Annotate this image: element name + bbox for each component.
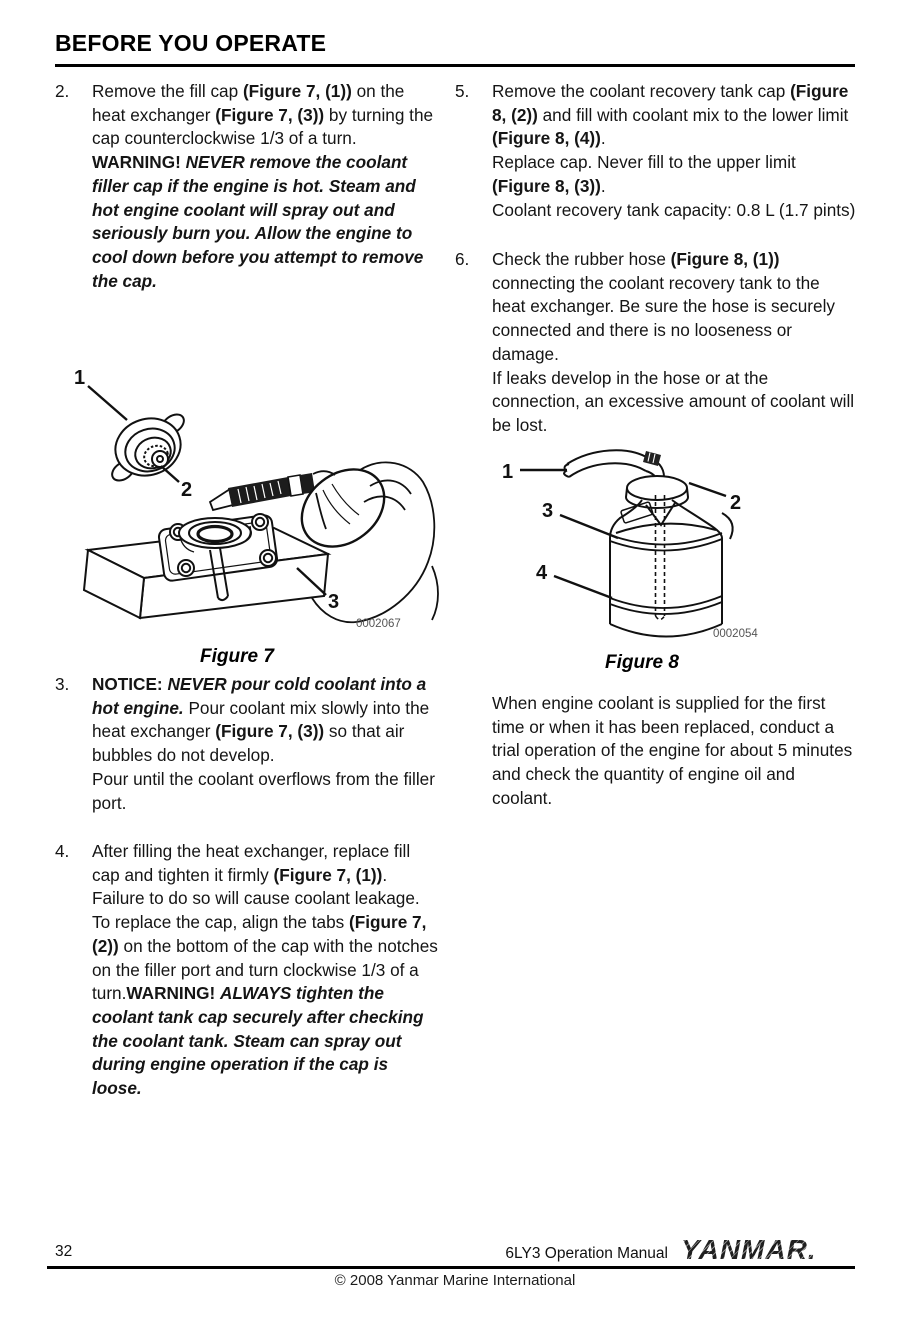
- callout-2-label: 2: [181, 479, 193, 501]
- recovery-tank-body: [610, 500, 733, 637]
- figure-8-caption: Figure 8: [605, 652, 679, 673]
- closing-paragraph: When engine coolant is supplied for the first time or when it has been replaced, conduct a trial operation of the engine for about 5 minutes and check the quantity of engine oil and coolant.: [492, 693, 853, 808]
- page-title: BEFORE YOU OPERATE: [55, 30, 855, 67]
- list-item-4: [55, 840, 440, 1101]
- callout-1-label: 1: [74, 367, 86, 389]
- lower-limit-mark: [610, 596, 722, 614]
- list-item-2: [55, 80, 440, 293]
- figure-8: [470, 443, 870, 648]
- figure-7-code: 0002067: [356, 618, 401, 630]
- callout-4: [536, 562, 612, 598]
- recovery-tank-cap: [626, 476, 688, 508]
- callout-1-label: 1: [502, 461, 514, 483]
- upper-limit-mark: [610, 533, 722, 551]
- item-text: Remove the coolant recovery tank cap (Figure 8, (2)) and fill with coolant mix to the lower limit (Figure 8, (4)). Replace cap. Never fill to the upper limit (Figure 8, (3)). Coolant recovery tank capacity: 0.8 L (1.7 pints): [492, 81, 856, 220]
- yanmar-logo: YANMAR.: [681, 1234, 859, 1266]
- callout-2-label: 2: [730, 492, 742, 514]
- list-item-3: [55, 673, 440, 815]
- footer-rule: [47, 1266, 855, 1269]
- copyright-line: © 2008 Yanmar Marine International: [334, 1272, 576, 1289]
- callout-1: [74, 367, 127, 420]
- item-number: 5.: [455, 81, 470, 101]
- callout-2: [689, 483, 741, 514]
- figure-8-code: 0002054: [713, 628, 758, 640]
- item-text: Check the rubber hose (Figure 8, (1)) connecting the coolant recovery tank to the heat exchanger. Be sure the hose is securely connected and there is no looseness or damage. If leaks develop in the hose or at the connection, an excessive amount of coolant will be lost.: [492, 249, 855, 435]
- item-number: 6.: [455, 249, 470, 269]
- callout-2: [161, 466, 192, 501]
- manual-title: 6LY3 Operation Manual: [505, 1245, 668, 1262]
- callout-1: [502, 461, 567, 483]
- item-text: After filling the heat exchanger, replace fill cap and tighten it firmly (Figure 7, (1)). Failure to do so will cause coolant leakage. To replace the cap, align the tabs (Figure 7, (2)) on the bottom of the cap with the notches on the filler port and turn clockwise 1/3 of a turn.WARNING! ALWAYS tighten the coolant tank cap securely after checking the coolant tank. Steam can spray out during engine operation if the cap is loose.: [92, 841, 438, 1099]
- callout-4-label: 4: [536, 562, 548, 584]
- heat-exchanger: [84, 514, 328, 618]
- callout-3-label: 3: [542, 500, 554, 522]
- list-item-5: [455, 80, 857, 222]
- item-number: 2.: [55, 81, 70, 101]
- figure-7-caption: Figure 7: [200, 646, 274, 667]
- list-item-6: [455, 248, 857, 438]
- item-text: Remove the fill cap (Figure 7, (1)) on the heat exchanger (Figure 7, (3)) by turning the cap counterclockwise 1/3 of a turn. WARNING! NEVER remove the coolant filler cap if the engine is hot. Steam and hot engine coolant will spray out and seriously burn you. Allow the engine to cool down before you attempt to remove the cap.: [92, 81, 434, 291]
- callout-3-label: 3: [328, 591, 340, 613]
- callout-3: [542, 500, 618, 538]
- figure-7: [60, 358, 440, 640]
- item-text: NOTICE: NEVER pour cold coolant into a hot engine. Pour coolant mix slowly into the heat exchanger (Figure 7, (3)) so that air bubbles do not develop. Pour until the coolant overflows from the filler port.: [92, 674, 435, 813]
- internal-tube: [656, 495, 665, 620]
- item-number: 4.: [55, 841, 70, 861]
- page-number: 32: [55, 1243, 73, 1260]
- item-number: 3.: [55, 674, 70, 694]
- fill-cap: [108, 410, 188, 484]
- figure-7-illustration: [60, 358, 440, 640]
- figure-8-illustration: [470, 443, 870, 648]
